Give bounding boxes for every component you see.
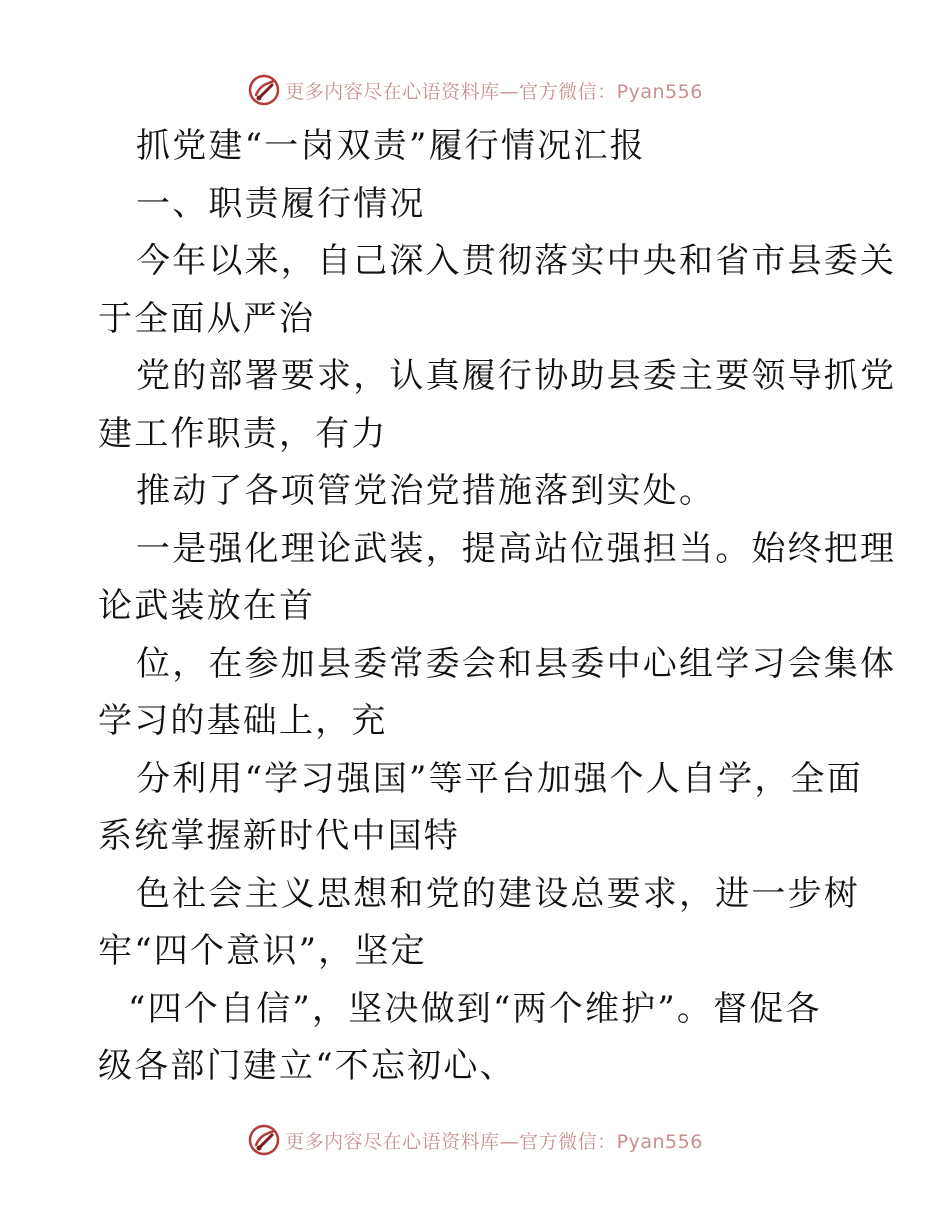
watermark-text: 更多内容尽在心语资料库—官方微信：Pyan556 xyxy=(285,80,703,103)
document-title: 抓党建“一岗双责”履行情况汇报 xyxy=(136,126,646,166)
paragraph-line: 一是强化理论武装，提高站位强担当。始终把理 xyxy=(136,528,897,569)
footer-watermark xyxy=(0,1120,950,1160)
paragraph-line: 位，在参加县委常委会和县委中心组学习会集体 xyxy=(136,643,897,684)
watermark-text: 更多内容尽在心语资料库—官方微信：Pyan556 xyxy=(285,1130,703,1153)
paragraph-line: 级各部门建立“不忘初心、 xyxy=(98,1046,516,1086)
brand-logo-icon xyxy=(247,73,281,107)
paragraph-line: 今年以来，自己深入贯彻落实中央和省市县委关 xyxy=(136,241,897,281)
paragraph-line: 建工作职责，有力 xyxy=(98,413,388,454)
document-body xyxy=(98,118,897,1096)
section-heading: 一、职责履行情况 xyxy=(136,183,426,224)
header-watermark xyxy=(0,70,950,110)
paragraph-line: 党的部署要求，认真履行协助县委主要领导抓党 xyxy=(136,356,897,396)
paragraph-line: 系统掌握新时代中国特 xyxy=(98,816,460,856)
paragraph-line: 牢“四个意识”，坚定 xyxy=(98,931,427,971)
paragraph-line: 色社会主义思想和党的建设总要求，进一步树 xyxy=(136,873,860,914)
brand-logo-icon xyxy=(247,1123,281,1157)
paragraph-line: 推动了各项管党治党措施落到实处。 xyxy=(136,471,716,511)
paragraph-line: 于全面从严治 xyxy=(98,298,316,339)
paragraph-line: “四个自信”，坚决做到“两个维护”。督促各 xyxy=(128,988,822,1029)
paragraph-line: 论武装放在首 xyxy=(98,586,316,626)
paragraph-line: 分利用“学习强国”等平台加强个人自学，全面 xyxy=(136,758,863,799)
paragraph-line: 学习的基础上，充 xyxy=(98,701,388,741)
